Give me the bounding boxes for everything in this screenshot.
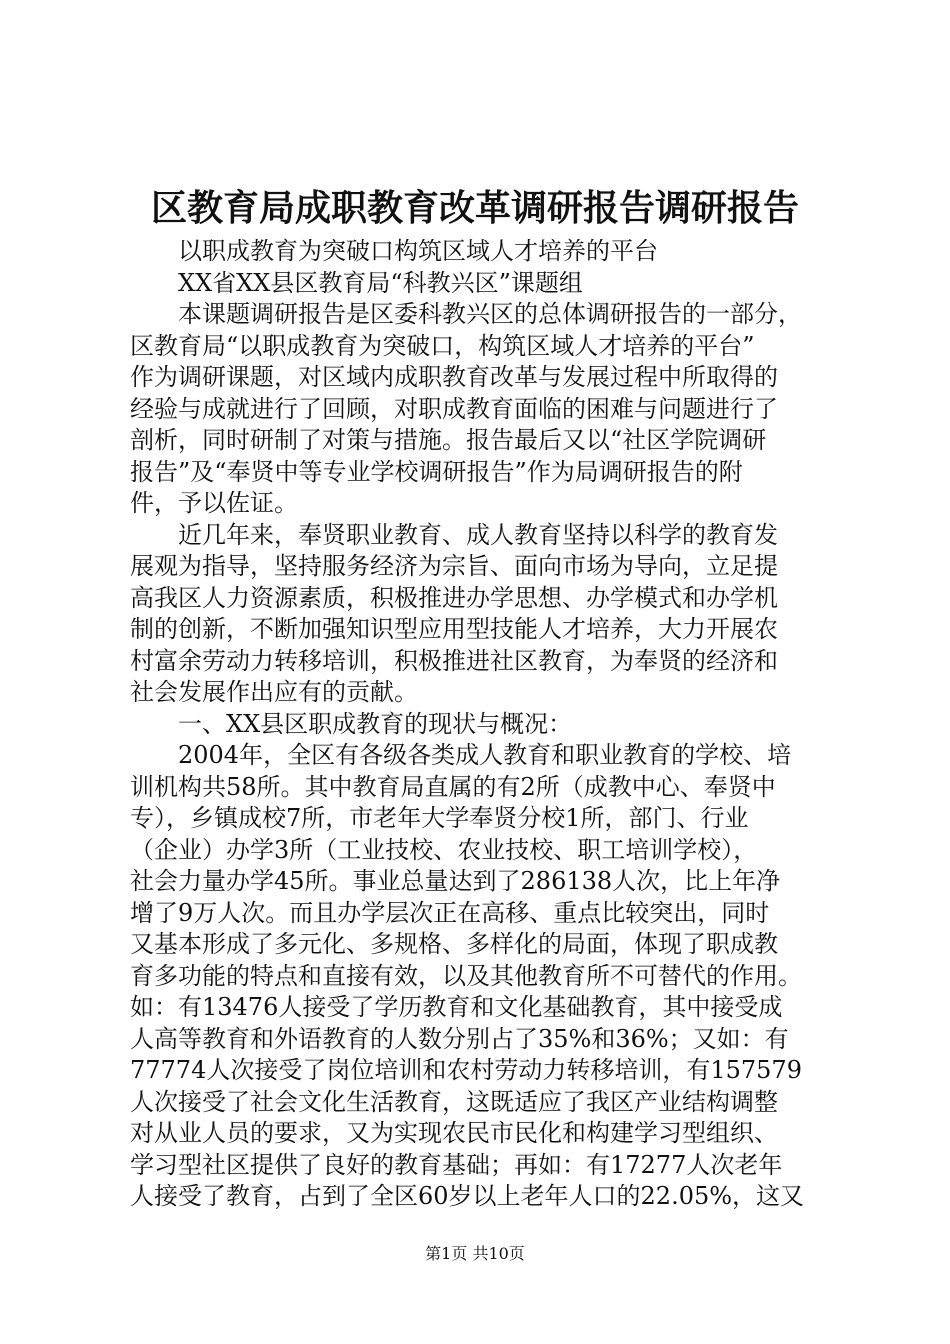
paragraph-line: 剖析，同时研制了对策与措施。报告最后又以“社区学院调研: [130, 426, 767, 454]
paragraph-line: 77774人次接受了岗位培训和农村劳动力转移培训，有157579: [130, 1056, 802, 1084]
paragraph-line: 对从业人员的要求，又为实现农民市民化和构建学习型组织、: [130, 1119, 778, 1147]
paragraph-line: 育多功能的特点和直接有效，以及其他教育所不可替代的作用。: [130, 961, 802, 990]
paragraph-line: 高我区人力资源素质，积极推进办学思想、办学模式和办学机: [130, 583, 778, 612]
paragraph-line: 作为调研课题，对区域内成职教育改革与发展过程中所取得的: [130, 363, 778, 391]
paragraph-line: 增了9万人次。而且办学层次正在高移、重点比较突出，同时: [130, 898, 770, 927]
paragraph-line: 经验与成就进行了回顾，对职成教育面临的困难与问题进行了: [130, 394, 778, 423]
paragraph-line: 近几年来，奉贤职业教育、成人教育坚持以科学的教育发: [178, 520, 778, 549]
paragraph-line: 村富余劳动力转移培训，积极推进社区教育，为奉贤的经济和: [130, 646, 778, 675]
paragraph-line: 人次接受了社会文化生活教育，这既适应了我区产业结构调整: [130, 1087, 778, 1116]
paragraph-line: 区教育局“以职成教育为突破口，构筑区域人才培养的平台”: [130, 331, 755, 360]
subtitle-line: 以职成教育为突破口构筑区域人才培养的平台: [178, 237, 658, 265]
paragraph-line: 训机构共58所。其中教育局直属的有2所（成教中心、奉贤中: [130, 772, 776, 801]
paragraph-line: 报告”及“奉贤中等专业学校调研报告”作为局调研报告的附: [130, 457, 743, 486]
author-line: XX省XX县区教育局“科教兴区”课题组: [178, 268, 583, 297]
document-body: [130, 236, 830, 1213]
paragraph-line: 展观为指导，坚持服务经济为宗旨、面向市场为导向，立足提: [130, 552, 778, 580]
paragraph-line: （企业）办学3所（工业技校、农业技校、职工培训学校），: [130, 835, 758, 864]
paragraph-line: 人接受了教育，占到了全区60岁以上老年人口的22.05%，这又: [130, 1182, 805, 1210]
document-title: 区教育局成职教育改革调研报告调研报告: [150, 187, 799, 229]
paragraph-line: 人高等教育和外语教育的人数分别占了35%和36%；又如：有: [130, 1024, 789, 1053]
paragraph-line: 社会发展作出应有的贡献。: [130, 678, 418, 706]
paragraph-line: 专），乡镇成校7所，市老年大学奉贤分校1所，部门、行业: [130, 804, 749, 832]
paragraph-line: 又基本形成了多元化、多规格、多样化的局面，体现了职成教: [130, 930, 778, 958]
paragraph-line: 制的创新，不断加强知识型应用型技能人才培养，大力开展农: [130, 615, 778, 643]
paragraph-line: 2004年，全区有各级各类成人教育和职业教育的学校、培: [178, 741, 792, 769]
paragraph-line: 学习型社区提供了良好的教育基础；再如：有17277人次老年: [130, 1150, 783, 1179]
section-heading: 一、XX县区职成教育的现状与概况：: [178, 709, 573, 738]
paragraph-line: 社会力量办学45所。事业总量达到了286138人次，比上年净: [130, 867, 781, 895]
page-footer: 第1页 共10页: [425, 1244, 525, 1263]
paragraph-line: 如：有13476人接受了学历教育和文化基础教育，其中接受成: [130, 993, 783, 1021]
paragraph-line: 本课题调研报告是区委科教兴区的总体调研报告的一部分，: [178, 300, 802, 328]
paragraph-line: 件，予以佐证。: [130, 489, 298, 517]
